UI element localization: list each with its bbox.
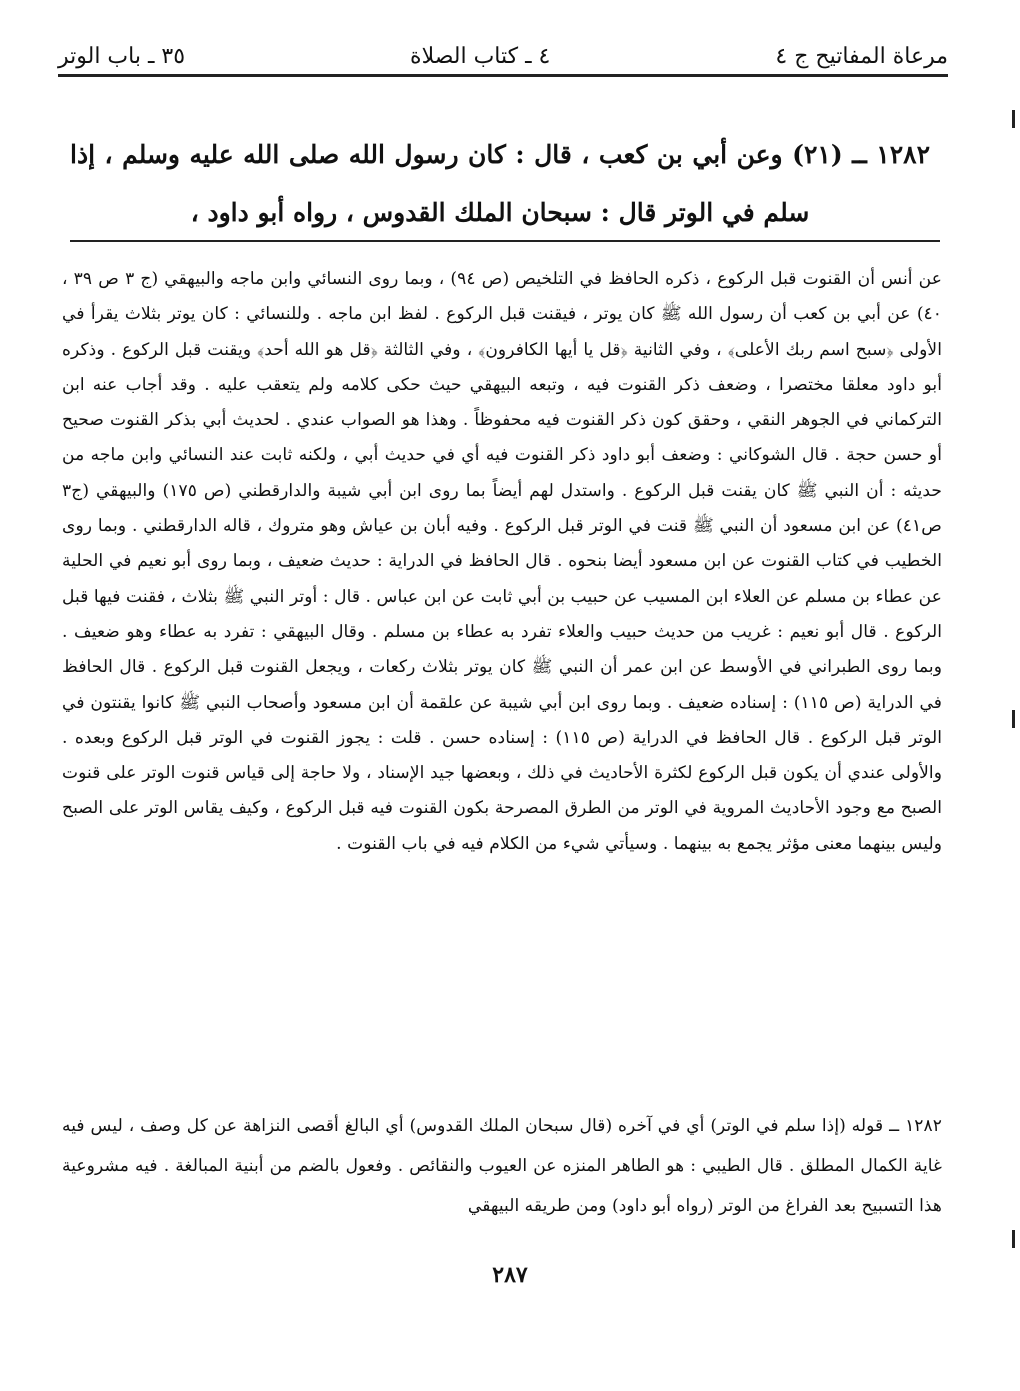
commentary-text: عن أنس أن القنوت قبل الركوع ، ذكره الحافظ في التلخيص (ص ٩٤) ، وبما روى النسائي وابن ماجه والبيهقي (ج ٣ ص ٣٩ ، ٤٠) عن أبي بن كعب أن رسول الله ﷺ كان يوتر ، فيقنت قبل الركوع . لفظ ابن ماجه . وللنسائي : كان يوتر بثلاث يقرأ في الأولى ﴿سبح اسم ربك الأعلى﴾ ، وفي الثانية ﴿قل يا أيها الكافرون﴾ ، وفي الثالثة ﴿قل هو الله أحد﴾ ويقنت قبل الركوع . وذكره أبو داود معلقا مختصرا ، وضعف ذكر القنوت فيه ، وتبعه البيهقي حيث حكى كلامه ولم يتعقب عليه . وقد أجاب عنه ابن التركماني في الجوهر النقي ، وحقق كون ذكر القنوت فيه محفوظاً . وهذا هو الصواب عندي . لحديث أبي بذكر القنوت صحيح أو حسن حجة . قال الشوكاني : وضعف أبو داود ذكر القنوت فيه أي في حديث أبي ، ولكنه ثابت عند النسائي وابن ماجه من حديثه : أن النبي ﷺ كان يقنت قبل الركوع . واستدل لهم أيضاً بما روى ابن أبي شيبة والدارقطني (ص ١٧٥) والبيهقي (ج٣ ص٤١) عن ابن مسعود أن النبي ﷺ قنت في الوتر قبل الركوع . وفيه أبان بن عياش وهو متروك ، قاله الدارقطني . وبما روى الخطيب في كتاب القنوت عن ابن مسعود أيضا بنحوه . قال الحافظ في الدراية : حديث ضعيف ، وبما روى أبو نعيم في الحلية عن عطاء بن مسلم عن العلاء ابن المسيب عن حبيب بن أبي ثابت عن ابن عباس . قال : أوتر النبي ﷺ بثلاث ، فقنت فيها قبل الركوع . قال أبو نعيم : غريب من حديث حبيب والعلاء تفرد به عطاء بن مسلم . وقال البيهقي : تفرد به عطاء وهو ضعيف . وبما روى الطبراني في الأوسط عن ابن عمر أن النبي ﷺ كان يوتر بثلاث ركعات ، ويجعل القنوت قبل الركوع . قال الحافظ في الدراية (ص ١١٥) : إسناده ضعيف . وبما روى ابن أبي شيبة عن علقمة أن ابن مسعود وأصحاب النبي ﷺ كانوا يقنتون في الوتر قبل الركوع . قال الحافظ في الدراية (ص ١١٥) : إسناده حسن . قلت : يجوز القنوت في الوتر قبل الركوع وبعده . والأولى عندي أن يكون قبل الركوع لكثرة الأحاديث في ذلك ، وبعضها جيد الإسناد ، ولا حاجة إلى قياس قنوت الوتر على قنوت الصبح مع وجود الأحاديث المروية في الوتر من الطرق المصرحة بكون القنوت فيه قبل الركوع ، وكيف يقاس الوتر على الصبح وليس بينهما معنى مؤثر يجمع به بينهما . وسيأتي شيء من الكلام فيه في باب القنوت .	[62, 269, 942, 854]
page-number: ٢٨٧	[492, 1262, 528, 1288]
commentary-note: ١٢٨٢ ــ قوله (إذا سلم في الوتر) أي في آخره (قال سبحان الملك القدوس) أي البالغ أقصى النزاهة عن كل وصف ، ليس فيه غاية الكمال المطلق . قال الطيبي : هو الطاهر المنزه عن العيوب والنقائص . وفعول بالضم من أبنية المبالغة . فيه مشروعية هذا التسبيح بعد الفراغ من الوتر (رواه أبو داود) ومن طريقه البيهقي	[62, 1116, 942, 1216]
hadith-text: ١٢٨٢ ــ (٢١) وعن أبي بن كعب ، قال : كان رسول الله صلى الله عليه وسلم ، إذا سلم في الوتر قال : سبحان الملك القدوس ، رواه أبو داود ،	[70, 140, 930, 227]
book-title: مرعاة المفاتيح ج ٤	[775, 43, 948, 69]
scan-edge-mark	[1012, 1230, 1015, 1248]
section-title: ٤ ـ كتاب الصلاة	[410, 43, 551, 69]
chapter-title: ٣٥ ـ باب الوتر	[58, 43, 186, 69]
scan-edge-mark	[1012, 110, 1015, 128]
running-header	[58, 38, 948, 77]
divider-rule	[70, 240, 940, 242]
scan-edge-mark	[1012, 710, 1015, 728]
